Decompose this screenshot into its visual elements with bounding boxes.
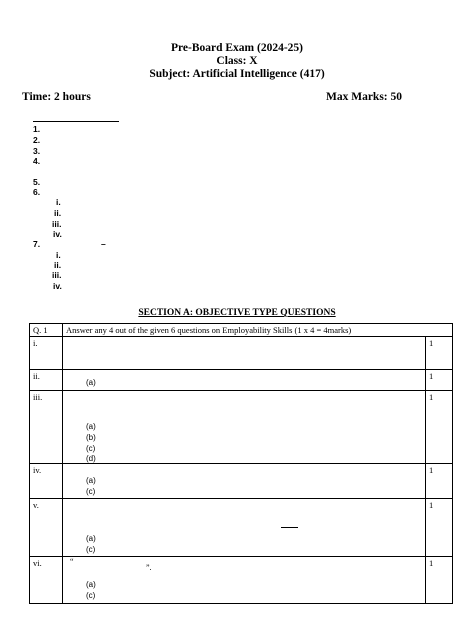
instruction-number: 2. (33, 135, 41, 145)
heading-underline (33, 121, 119, 122)
instruction-number: 4. (33, 156, 41, 166)
row-marks: 1 (426, 391, 453, 464)
option-label: (a) (86, 476, 96, 485)
option-label: (c) (86, 545, 96, 554)
exam-title: Pre-Board Exam (2024-25) (170, 42, 303, 54)
option-label: (b) (86, 433, 96, 442)
sub-instruction-number: i. (56, 250, 61, 260)
table-row (30, 499, 453, 557)
question-table (29, 323, 453, 604)
row-content (63, 337, 426, 370)
row-number: iv. (30, 464, 63, 499)
question-number: Q. 1 (30, 324, 63, 337)
row-marks: 1 (426, 464, 453, 499)
row-marks: 1 (426, 499, 453, 557)
row-content (63, 391, 426, 464)
option-label: (a) (86, 534, 96, 543)
time-label: Time: 2 hours (22, 91, 91, 103)
option-label: (a) (86, 378, 96, 387)
close-quote: ”. (146, 563, 152, 572)
row-number: ii. (30, 370, 63, 391)
sub-instruction-number: i. (56, 197, 61, 207)
instruction-dash: – (101, 239, 106, 249)
section-title: SECTION A: OBJECTIVE TYPE QUESTIONS (138, 308, 336, 318)
row-marks: 1 (426, 557, 453, 604)
row-marks: 1 (426, 337, 453, 370)
sub-instruction-number: ii. (54, 260, 62, 270)
table-row (30, 370, 453, 391)
blank-line (281, 527, 298, 528)
row-content (63, 464, 426, 499)
subject-label: Subject: Artificial Intelligence (417) (149, 68, 325, 80)
instruction-number: 6. (33, 187, 41, 197)
option-label: (d) (86, 454, 96, 463)
row-number: i. (30, 337, 63, 370)
row-number: v. (30, 499, 63, 557)
sub-instruction-number: iii. (52, 270, 62, 280)
max-marks-label: Max Marks: 50 (325, 91, 402, 103)
instruction-number: 7. (33, 239, 41, 249)
option-label: (c) (86, 444, 96, 453)
row-content (63, 499, 426, 557)
option-label: (a) (86, 422, 96, 431)
row-number: vi. (30, 557, 63, 604)
option-label: (c) (86, 591, 96, 600)
table-row (30, 557, 453, 604)
instruction-number: 5. (33, 177, 41, 187)
table-row (30, 337, 453, 370)
instruction-number: 3. (33, 146, 41, 156)
table-row (30, 464, 453, 499)
table-row (30, 391, 453, 464)
open-quote: “ (70, 557, 74, 566)
sub-instruction-number: ii. (54, 208, 62, 218)
row-number: iii. (30, 391, 63, 464)
instruction-number: 1. (33, 124, 41, 134)
row-content (63, 557, 426, 604)
row-marks: 1 (426, 370, 453, 391)
option-label: (a) (86, 580, 96, 589)
option-label: (c) (86, 487, 96, 496)
question-text: Answer any 4 out of the given 6 questions on Employability Skills (1 x 4 = 4marks) (63, 324, 453, 337)
row-content (63, 370, 426, 391)
sub-instruction-number: iv. (53, 229, 62, 239)
class-label: Class: X (216, 55, 258, 67)
sub-instruction-number: iii. (52, 219, 62, 229)
sub-instruction-number: iv. (53, 281, 62, 291)
table-header-row (30, 324, 453, 337)
